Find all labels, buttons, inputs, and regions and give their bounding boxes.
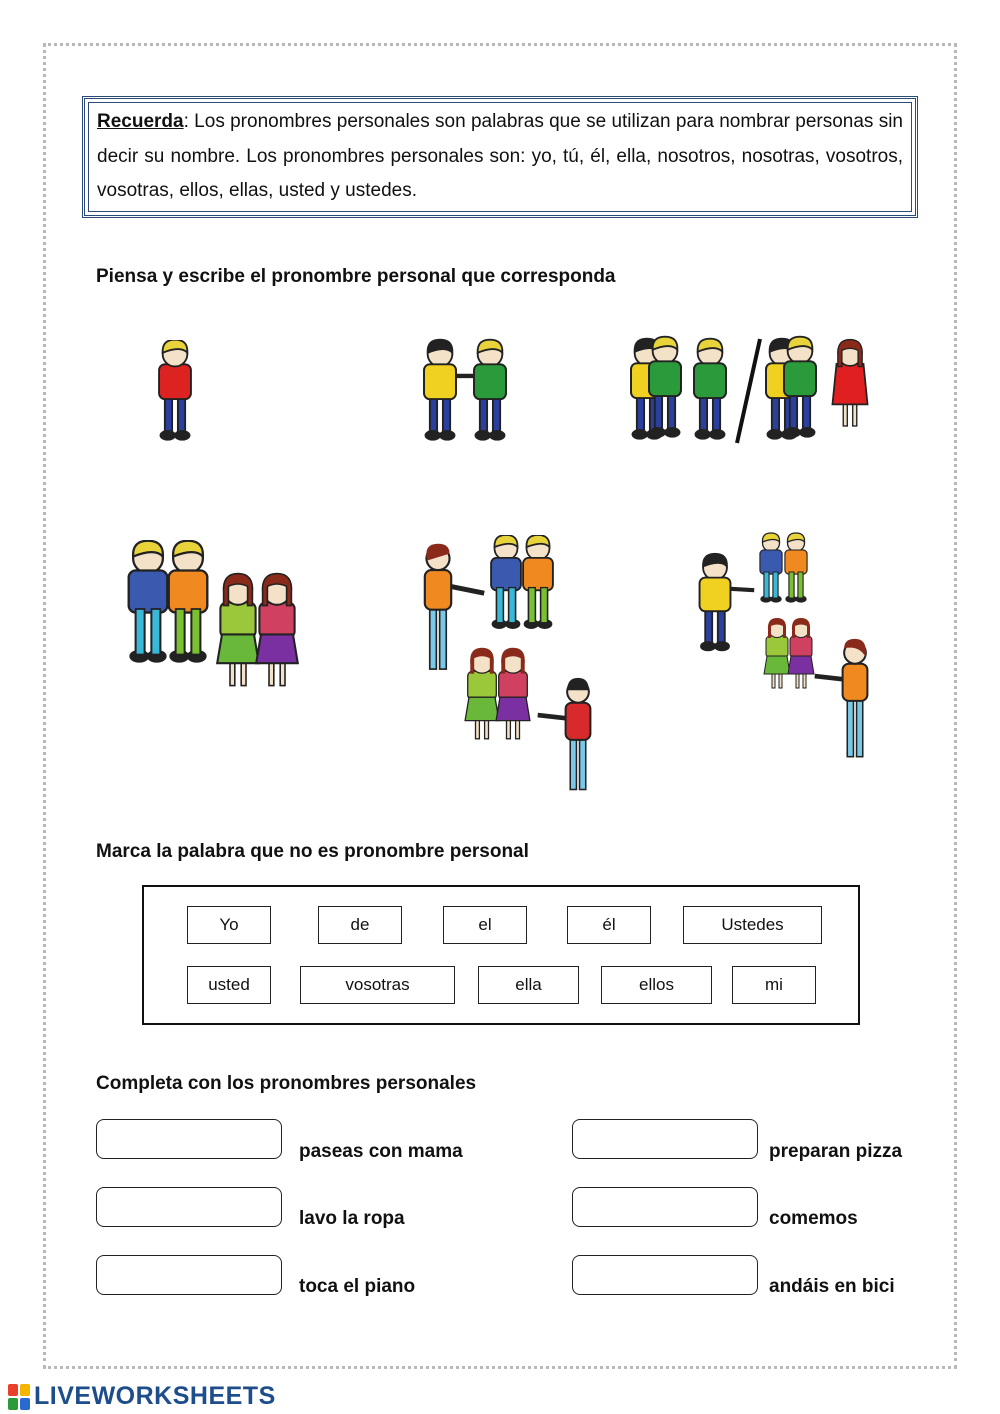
section-1-title: Piensa y escribe el pronombre personal que corresponda (96, 266, 616, 287)
word-option[interactable]: vosotras (300, 966, 455, 1004)
illustration-ellos-ellas (120, 540, 310, 705)
section-3-title: Completa con los pronombres personales (96, 1073, 477, 1094)
logo-icon (8, 1384, 30, 1410)
word-option[interactable]: de (318, 906, 402, 944)
illustration-yo (145, 340, 205, 450)
phrase-6: andáis en bici (769, 1276, 895, 1297)
illustration-ustedes (420, 535, 600, 800)
word-option[interactable]: el (443, 906, 527, 944)
answer-input-5[interactable] (572, 1187, 758, 1227)
answer-input-6[interactable] (572, 1255, 758, 1295)
liveworksheets-logo[interactable] (8, 1382, 276, 1411)
word-option[interactable]: usted (187, 966, 271, 1004)
word-box (142, 885, 860, 1025)
recuerda-lead: Recuerda (97, 111, 184, 132)
word-option[interactable]: mi (732, 966, 816, 1004)
phrase-5: comemos (769, 1208, 858, 1229)
phrase-2: lavo la ropa (299, 1208, 405, 1229)
recuerda-box (82, 96, 918, 218)
phrase-4: preparan pizza (769, 1141, 903, 1162)
illustration-tu (415, 338, 525, 448)
recuerda-text: : Los pronombres personales son palabras que se utilizan para nombrar personas sin decir su nombre. Los pronombres personales son: yo, tú, él, ella, nosotros, nosotras, vosotros, vosotras, ellos, ellas, usted y ustedes. (97, 111, 903, 201)
phrase-1: paseas con mama (299, 1141, 463, 1162)
word-option[interactable]: ella (478, 966, 579, 1004)
recuerda-paragraph (97, 105, 903, 209)
word-option[interactable]: Yo (187, 906, 271, 944)
word-option[interactable]: Ustedes (683, 906, 822, 944)
logo-text: LIVEWORKSHEETS (34, 1382, 276, 1410)
phrase-3: toca el piano (299, 1276, 416, 1297)
answer-input-4[interactable] (572, 1119, 758, 1159)
answer-input-3[interactable] (96, 1255, 282, 1295)
illustration-nosotros-vosotros (625, 335, 875, 450)
word-option[interactable]: ellos (601, 966, 712, 1004)
answer-input-1[interactable] (96, 1119, 282, 1159)
section-2-title: Marca la palabra que no es pronombre personal (96, 841, 529, 862)
illustration-vosotros-vosotras (695, 530, 880, 765)
answer-input-2[interactable] (96, 1187, 282, 1227)
word-option[interactable]: él (567, 906, 651, 944)
